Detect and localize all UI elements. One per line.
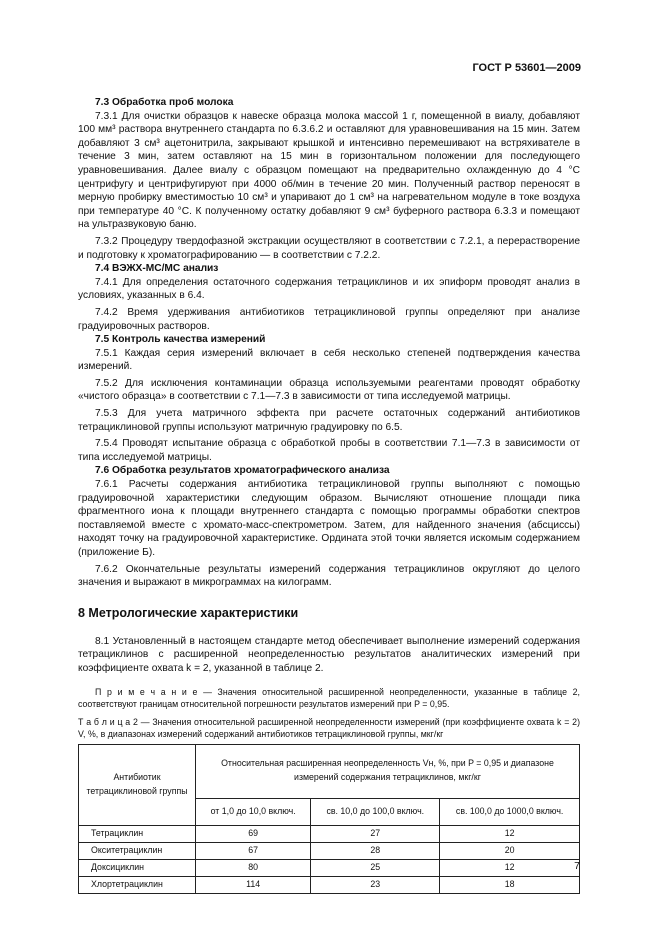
row-value: 114 [196,876,311,893]
row-value: 23 [311,876,440,893]
table-caption: Т а б л и ц а 2 — Значения относительной расширенной неопределенности измерений (при коэффициенте охвата k = 2) V, %, в диапазонах измерений содержаний антибиотиков тетрациклиновой группы, мкг/кг [78,716,580,739]
row-value: 25 [311,859,440,876]
table-subheader-range-2: св. 10,0 до 100,0 включ. [311,798,440,825]
table-row [79,859,580,876]
section-8-title: 8 Метрологические характеристики [78,605,299,620]
table-row [79,842,580,859]
paragraph-7-4-1: 7.4.1 Для определения остаточного содержания тетрациклинов и их эпиформ проводят анализ в условиях, указанных в 6.4. [78,276,580,302]
note: П р и м е ч а н и е — Значения относительной расширенной неопределенности, указанные в таблице 2, соответствуют границам относительной погрешности результатов измерений при P = 0,95. [78,686,580,709]
row-value: 12 [440,825,580,842]
row-name: Хлортетрациклин [79,876,196,893]
row-name: Доксициклин [79,859,196,876]
section-7-6-title: 7.6 Обработка результатов хроматографического анализа [95,465,390,477]
paragraph-7-3-2: 7.3.2 Процедуру твердофазной экстракции осуществляют в соответствии с 7.2.1, а перерастворение и подготовку к хроматографированию — в соответствии с 7.2.2. [78,235,580,261]
paragraph-7-3-1: 7.3.1 Для очистки образцов к навеске образца молока массой 1 г, помещенной в виалу, добавляют 100 мм³ раствора внутреннего стандарта по 6.3.6.2 и оставляют для уравновешивания на 15 мин. Затем добавляют 3 см³ ацетонитрила, закрывают крышкой и интенсивно перемешивают на встряхивателе в течение 3 мин, затем оставляют на 15 мин в горизонтальном положении для последующего уравновешивания. Далее виалу с образцом помещают на предварительно охлажденную до 4 °С центрифугу и центрифугируют при 4000 об/мин в течение 20 мин. Полученный раствор переносят в мерную пробирку вместимостью 10 см³ и упаривают до 1 см³ на нагревательном модуле в токе воздуха при температуре 40 °С. К полученному остатку добавляют 9 см³ буферного раствора 6.3.3 и помещают на ультразвуковую баню. [78,110,580,231]
page-number: 7 [574,860,580,872]
table-header-antibiotic: Антибиотик тетрациклиновой группы [79,744,196,825]
paragraph-7-6-2: 7.6.2 Окончательные результаты измерений содержания тетрациклинов округляют до целого значения и выражают в микрограммах на килограмм. [78,563,580,589]
uncertainty-table [78,744,580,894]
row-value: 18 [440,876,580,893]
table-subheader-range-3: св. 100,0 до 1000,0 включ. [440,798,580,825]
table-header-uncertainty: Относительная расширенная неопределенность Vн, %, при P = 0,95 и диапазоне измерений содержания тетрациклинов, мкг/кг [196,744,580,798]
row-value: 69 [196,825,311,842]
paragraph-7-5-3: 7.5.3 Для учета матричного эффекта при расчете остаточных содержаний антибиотиков тетрациклиновой группы используют матричную градуировку по 6.5. [78,408,580,433]
row-value: 27 [311,825,440,842]
table-row [79,876,580,893]
row-value: 28 [311,842,440,859]
document-id: ГОСТ Р 53601—2009 [472,62,581,74]
row-name: Окситетрациклин [79,842,196,859]
row-value: 67 [196,842,311,859]
paragraph-7-5-4: 7.5.4 Проводят испытание образца с обработкой пробы в соответствии 7.1—7.3 в зависимости от типа исследуемой матрицы. [78,438,580,463]
paragraph-7-5-1: 7.5.1 Каждая серия измерений включает в себя несколько степеней подтверждения качества измерений. [78,347,580,373]
paragraph-7-5-2: 7.5.2 Для исключения контаминации образца используемыми реагентами проводят обработку «чистого образца» в соответствии с 7.1—7.3 в зависимости от типа исследуемой матрицы. [78,377,580,403]
row-value: 20 [440,842,580,859]
paragraph-8-1: 8.1 Установленный в настоящем стандарте метод обеспечивает выполнение измерений содержания тетрациклинов с расширенной неопределенностью результатов аналитических измерений при коэффициенте охвата k = 2, указанной в таблице 2. [78,635,580,674]
row-value: 80 [196,859,311,876]
paragraph-7-6-1: 7.6.1 Расчеты содержания антибиотика тетрациклиновой группы выполняют с помощью градуировочной характеристики следующим образом. Вычисляют отношение площади пика фрагментного иона к площади внутреннего стандарта с помощью программы обработки спектров поставляемой вместе с хромато-масс-спектрометром. Затем, для найденного значения (абсциссы) находят точку на градуировочной характеристике. Ордината этой точки является искомым содержанием (приложение Б). [78,479,580,558]
table-subheader-range-1: от 1,0 до 10,0 включ. [196,798,311,825]
section-7-4-title: 7.4 ВЭЖХ-МС/МС анализ [95,263,219,275]
section-7-3-title: 7.3 Обработка проб молока [95,97,234,108]
document-body [78,96,580,894]
table-row [79,825,580,842]
section-7-5-title: 7.5 Контроль качества измерений [95,334,266,346]
row-name: Тетрациклин [79,825,196,842]
paragraph-7-4-2: 7.4.2 Время удерживания антибиотиков тетрациклиновой группы определяют при анализе градуировочных растворов. [78,306,580,332]
row-value: 12 [440,859,580,876]
